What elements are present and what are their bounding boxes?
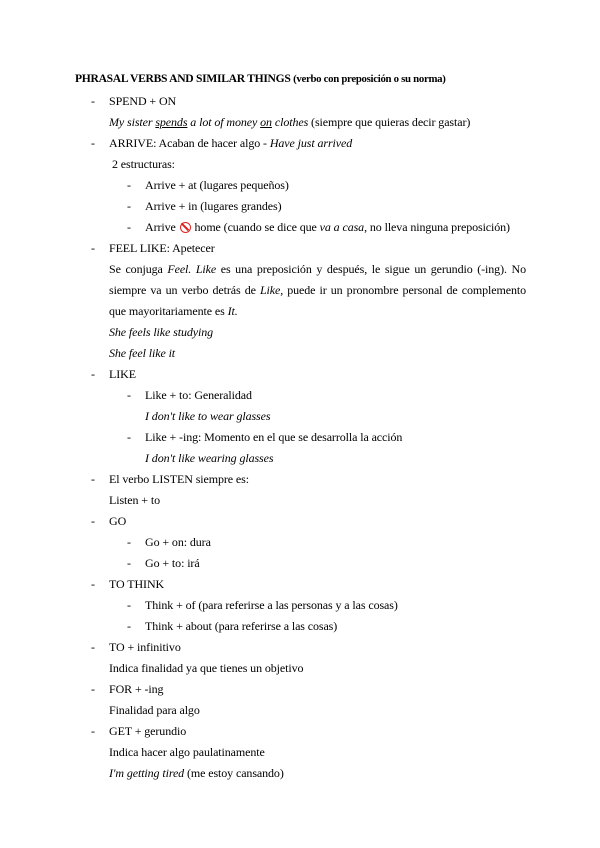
section-heading-to-infinitive: TO + infinitivo	[109, 640, 181, 654]
example-get-gerund: I'm getting tired (me estoy cansando)	[109, 766, 284, 780]
section-heading-go: GO	[109, 514, 127, 528]
example-like-ing: I don't like wearing glasses	[145, 451, 274, 465]
bullet-dash: -	[91, 241, 95, 255]
bullet-dash: -	[91, 136, 95, 150]
go-to-item: Go + to: irá	[145, 556, 200, 570]
section-heading-to-think: TO THINK	[109, 577, 165, 591]
bullet-dash: -	[127, 619, 131, 633]
like-ing-item: Like + -ing: Momento en el que se desarrolla la acción	[145, 430, 403, 444]
bullet-dash: -	[127, 178, 131, 192]
feel-like-paragraph-line: siempre va un verbo detrás de Like, puede ir un pronombre personal de complemento	[109, 283, 526, 297]
section-heading-get-gerund: GET + gerundio	[109, 724, 187, 738]
feel-like-paragraph-line: que mayoritariamente es It.	[109, 304, 238, 318]
for-ing-text: Finalidad para algo	[109, 703, 200, 717]
structures-label: 2 estructuras:	[112, 157, 175, 171]
bullet-dash: -	[127, 556, 131, 570]
bullet-dash: -	[91, 724, 95, 738]
bullet-dash: -	[91, 640, 95, 654]
go-on-item: Go + on: dura	[145, 535, 211, 549]
bullet-dash: -	[127, 220, 131, 234]
get-gerund-text: Indica hacer algo paulatinamente	[109, 745, 265, 759]
think-of-item: Think + of (para referirse a las personas y a las cosas)	[145, 598, 398, 612]
like-to-item: Like + to: Generalidad	[145, 388, 252, 402]
bullet-dash: -	[91, 367, 95, 381]
bullet-dash: -	[91, 682, 95, 696]
section-heading-for-ing: FOR + -ing	[109, 682, 164, 696]
bullet-dash: -	[127, 535, 131, 549]
listen-to-text: Listen + to	[109, 493, 160, 507]
bullet-dash: -	[91, 94, 95, 108]
arrive-at-item: Arrive + at (lugares pequeños)	[145, 178, 289, 192]
arrive-home-item: Arrive home (cuando se dice que va a casa, no lleva ninguna preposición)	[145, 220, 510, 234]
document-title: PHRASAL VERBS AND SIMILAR THINGS (verbo con preposición o su norma)	[75, 72, 446, 85]
bullet-dash: -	[127, 430, 131, 444]
bullet-dash: -	[91, 472, 95, 486]
arrive-in-item: Arrive + in (lugares grandes)	[145, 199, 282, 213]
bullet-dash: -	[127, 199, 131, 213]
example-like-to: I don't like to wear glasses	[145, 409, 271, 423]
think-about-item: Think + about (para referirse a las cosas)	[145, 619, 338, 633]
example-feel-like-1: She feels like studying	[109, 325, 214, 339]
bullet-dash: -	[91, 514, 95, 528]
section-heading-arrive: ARRIVE: Acaban de hacer algo - Have just arrived	[109, 136, 353, 150]
example-spend-on: My sister spends a lot of money on clothes (siempre que quieras decir gastar)	[109, 115, 471, 129]
to-infinitive-text: Indica finalidad ya que tienes un objetivo	[109, 661, 304, 675]
bullet-dash: -	[91, 577, 95, 591]
feel-like-paragraph-line: Se conjuga Feel. Like es una preposición y después, le sigue un gerundio (-ing). No	[109, 262, 526, 276]
section-heading-listen: El verbo LISTEN siempre es:	[109, 472, 249, 486]
section-heading-feel-like: FEEL LIKE: Apetecer	[109, 241, 215, 255]
section-heading-spend-on: SPEND + ON	[109, 94, 177, 108]
bullet-dash: -	[127, 388, 131, 402]
example-feel-like-2: She feel like it	[109, 346, 176, 360]
prohibited-icon	[180, 222, 191, 233]
bullet-dash: -	[127, 598, 131, 612]
section-heading-like: LIKE	[109, 367, 136, 381]
